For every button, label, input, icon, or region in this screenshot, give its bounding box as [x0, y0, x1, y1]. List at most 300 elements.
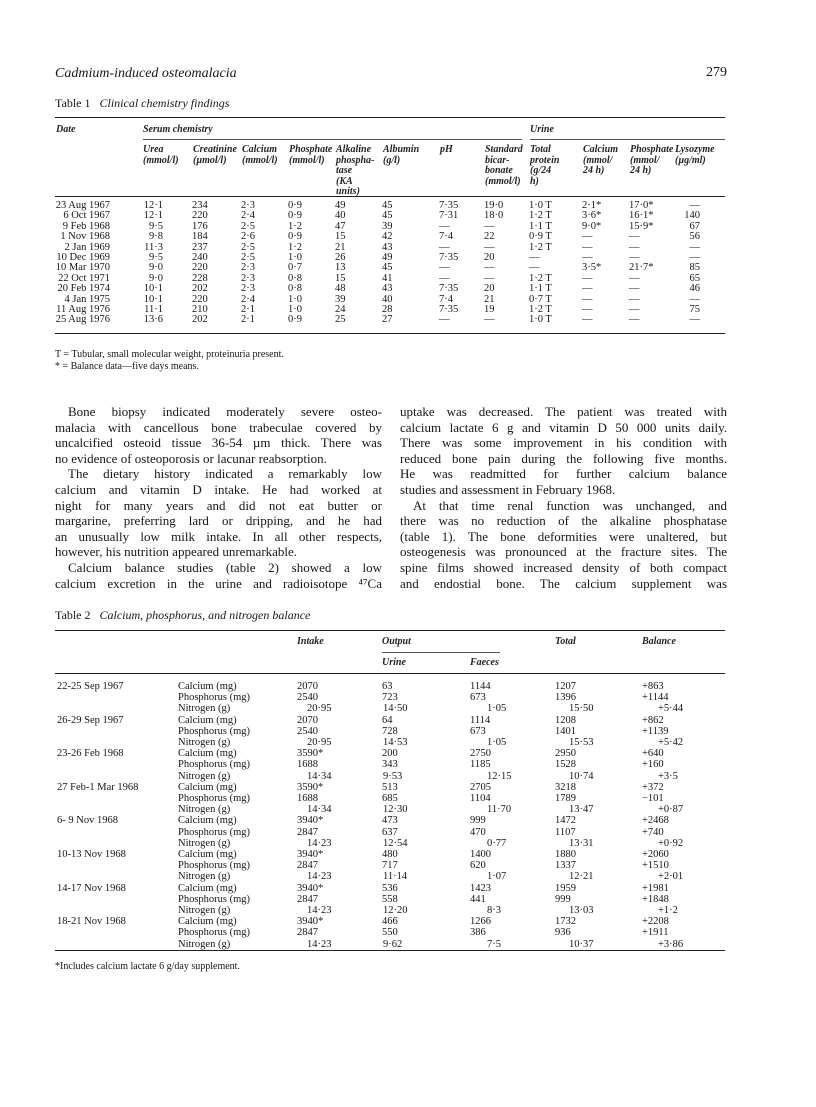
nutrient-label: Phosphorus (mg)	[178, 759, 251, 771]
period-date: 23-26 Feb 1968	[57, 748, 124, 760]
table1-cell: —	[484, 220, 495, 232]
table2-cell: 2540	[297, 692, 318, 704]
table1-cell: 40	[382, 293, 393, 305]
table2-cell: 3590*	[297, 781, 324, 793]
table1-caption	[55, 96, 229, 111]
table2-row	[55, 939, 725, 950]
table1-cell: 2·1	[241, 304, 255, 316]
table1-cell: 67	[689, 220, 700, 232]
table2-cell: 12·21	[569, 871, 594, 883]
table1-column-header: pH	[440, 144, 453, 155]
table1-cell: 12·1	[143, 210, 163, 222]
table2-cell: +863	[642, 681, 664, 692]
table1-cell: 43	[382, 241, 393, 253]
row-date: 20 Feb 1974	[57, 283, 110, 295]
table1-cell: 1·0 T	[529, 200, 552, 211]
nutrient-label: Nitrogen (g)	[178, 837, 231, 849]
body-text-line: He was readmitted for further calcium balance	[400, 466, 727, 482]
table1-cell: —	[484, 262, 495, 274]
period-date-empty	[55, 726, 178, 737]
nutrient-label: Nitrogen (g)	[178, 871, 231, 883]
nutrient-label: Phosphorus (mg)	[178, 860, 251, 872]
table1-cell: —	[629, 283, 640, 295]
table1-cell: 39	[382, 220, 393, 232]
table2-cell: 9·53	[383, 770, 403, 782]
table2-cell: 536	[382, 882, 398, 894]
table1-top-rule	[55, 117, 725, 118]
table2-cell: 0·77	[487, 837, 507, 849]
table2-row	[55, 759, 725, 770]
table2-header-rule	[55, 673, 725, 674]
table1-cell: 7·35	[439, 283, 459, 295]
table2-cell: 3590*	[297, 748, 324, 760]
table2-cell: +1848	[642, 893, 669, 905]
table1-cell: 27	[382, 314, 393, 326]
table1-cell: 21·7*	[629, 262, 654, 274]
table2-cell: 2847	[297, 927, 318, 939]
table2-cell: 480	[382, 849, 398, 861]
nutrient-label: Calcium (mg)	[178, 748, 237, 760]
table1-cell: 176	[192, 220, 208, 232]
table1-cell: 210	[192, 304, 208, 316]
period-date: 10-13 Nov 1968	[57, 849, 126, 861]
body-column-left	[55, 404, 382, 591]
table2-cell: 1·05	[487, 703, 507, 715]
table1-cell: 75	[689, 304, 700, 316]
table1-cell: 42	[382, 231, 393, 243]
table2-cell: 2070	[297, 714, 318, 726]
row-date: 2 Jan 1969	[64, 241, 110, 253]
table1-cell: —	[439, 220, 450, 232]
table2-title: Calcium, phosphorus, and nitrogen balance	[99, 608, 311, 622]
table2-cell: +372	[642, 781, 664, 793]
table2-cell: 12·20	[383, 905, 408, 917]
table1-cell: 2·5	[241, 252, 255, 264]
table1-cell: —	[629, 304, 640, 316]
table2-cell: 14·50	[383, 703, 408, 715]
body-text-line: night for many years and did not eat butter or	[55, 497, 382, 513]
row-date: 11 Aug 1976	[56, 304, 110, 316]
table2-cell: 1400	[470, 849, 491, 861]
table2-cell: 10·74	[569, 770, 594, 782]
table1-cell: 65	[689, 272, 700, 284]
table2-cell: 1208	[555, 714, 576, 726]
table1-column-header: Calcium (mmol/ 24 h)	[583, 144, 619, 176]
table1-cell: 2·1*	[582, 200, 602, 211]
table2-cell: 1337	[555, 860, 576, 872]
table1-cell: —	[582, 293, 593, 305]
period-date-empty	[55, 771, 178, 782]
table1-cell: 9·0*	[582, 220, 602, 232]
table1-cell: 7·31	[439, 210, 459, 222]
nutrient-label: Calcium (mg)	[178, 681, 237, 692]
table2-cell: 1207	[555, 681, 576, 692]
table1-cell: 0·9	[288, 200, 302, 211]
body-text-line: uptake was decreased. The patient was treated with	[400, 404, 727, 419]
table1-cell: 2·3	[241, 283, 255, 295]
table1-cell: 18·0	[484, 210, 504, 222]
table1-column-header: Creatinine (µmol/l)	[193, 144, 237, 166]
table1-cell: —	[629, 252, 640, 264]
table2-cell: 1266	[470, 916, 491, 928]
table1-column-header: Standard bicar- bonate (mmol/l)	[485, 144, 523, 187]
table1-cell: 7·35	[439, 252, 459, 264]
table2-row	[55, 905, 725, 916]
table1-cell: —	[689, 314, 700, 326]
table1-cell: 26	[335, 252, 346, 264]
body-text-line: no evidence of osteoporosis or lacunar reabsorption.	[55, 450, 327, 466]
table1-cell: 49	[335, 200, 346, 211]
table2-header-total: Total	[555, 636, 576, 647]
table1-cell: —	[484, 272, 495, 284]
table1-cell: 9·5	[149, 252, 163, 264]
table1-cell: 0·8	[288, 272, 302, 284]
table2-cell: 63	[382, 681, 393, 692]
table2-cell: 1396	[555, 692, 576, 704]
body-text-line: there was no reduction of the alkaline phosphatase	[400, 513, 727, 529]
table1-cell: —	[484, 241, 495, 253]
table1-cell: 2·4	[241, 210, 255, 222]
period-date-empty	[55, 827, 178, 838]
table1-cell: 1·2	[288, 241, 302, 253]
table2-cell: 14·34	[307, 804, 332, 816]
table2-cell: 14·23	[307, 837, 332, 849]
body-text-line: spine films showed increased density of both compact	[400, 559, 727, 575]
body-text-line: The dietary history indicated a remarkably low	[68, 466, 382, 482]
table1-cell: 45	[382, 200, 393, 211]
row-date: 10 Dec 1969	[56, 252, 110, 264]
table2-cell: +640	[642, 748, 664, 760]
body-text-line: (table 1). The bone deformities were unaltered, but	[400, 528, 727, 544]
table1-cell: 220	[192, 262, 208, 274]
table1-cell: 1·1 T	[529, 283, 552, 295]
serum-group-underline	[143, 139, 522, 140]
table1-header-rule	[55, 196, 725, 197]
table2-cell: 3940*	[297, 849, 324, 861]
table2-cell: 1·07	[487, 871, 507, 883]
nutrient-label: Nitrogen (g)	[178, 770, 231, 782]
table1-cell: 12·1	[143, 200, 163, 211]
table2-cell: 200	[382, 748, 398, 760]
nutrient-label: Calcium (mg)	[178, 714, 237, 726]
nutrient-label: Phosphorus (mg)	[178, 793, 251, 805]
table2-cell: 13·47	[569, 804, 594, 816]
table2-cell: +5·42	[658, 737, 684, 749]
table1-cell: 7·35	[439, 304, 459, 316]
table1-cell: 237	[192, 241, 208, 253]
table2-row	[55, 894, 725, 905]
body-text-line: however, his nutrition appeared unremarkable.	[55, 544, 298, 560]
table2-cell: +1144	[642, 692, 669, 704]
table2-row	[55, 838, 725, 849]
table1-cell: 2·5	[241, 241, 255, 253]
table2-row	[55, 815, 725, 826]
table2-row	[55, 883, 725, 894]
table1-cell: 2·5	[241, 220, 255, 232]
period-date-empty	[55, 703, 178, 714]
table1-cell: 228	[192, 272, 208, 284]
table2-caption	[55, 608, 310, 623]
table1-cell: 220	[192, 293, 208, 305]
table1-cell: 13	[335, 262, 346, 274]
table1-cell: 21	[335, 241, 346, 253]
table1-cell: 7·35	[439, 200, 459, 211]
table1-label: Table 1	[55, 96, 91, 110]
table2-cell: +2208	[642, 916, 669, 928]
table1-cell: —	[582, 231, 593, 243]
table1-cell: 1·0	[288, 252, 302, 264]
table2-footnote: *Includes calcium lactate 6 g/day supplement.	[55, 961, 240, 972]
period-date-empty	[55, 871, 178, 882]
table1-cell: 7·4	[439, 231, 453, 243]
table1-column-header: Phosphate (mmol/ 24 h)	[630, 144, 674, 176]
body-text-line: Calcium balance studies (table 2) showed a low	[68, 559, 382, 575]
table2-cell: 11·70	[487, 804, 512, 816]
table1-cell: —	[439, 272, 450, 284]
table2-cell: +1·2	[658, 905, 678, 917]
period-date: 22-25 Sep 1967	[57, 681, 124, 692]
table1-cell: 2·4	[241, 293, 255, 305]
table2-top-rule	[55, 630, 725, 631]
table2-cell: +2060	[642, 849, 669, 861]
table2-cell: 12·54	[383, 837, 408, 849]
table2-row	[55, 804, 725, 815]
body-column-right	[400, 404, 727, 591]
period-date-empty	[55, 927, 178, 938]
table2-body	[55, 681, 725, 950]
table1-cell: —	[629, 314, 640, 326]
table2-cell: 685	[382, 793, 398, 805]
table1-column-header: Alkaline phospha- tase (KA units)	[336, 144, 375, 197]
table2-cell: +1510	[642, 860, 669, 872]
nutrient-label: Phosphorus (mg)	[178, 826, 251, 838]
table1-title: Clinical chemistry findings	[99, 96, 230, 110]
table1-column-header: Phosphate (mmol/l)	[289, 144, 333, 166]
table1-cell: 1·2 T	[529, 272, 552, 284]
table1-cell: —	[689, 241, 700, 253]
table2-cell: 673	[470, 692, 486, 704]
table2-cell: 1688	[297, 759, 318, 771]
table1-cell: —	[629, 272, 640, 284]
table1-cell: 0·9 T	[529, 231, 552, 243]
table2-cell: 550	[382, 927, 398, 939]
table1-column-header: Urea (mmol/l)	[143, 144, 179, 166]
table2-cell: 2070	[297, 681, 318, 692]
table1-cell: 19·0	[484, 200, 504, 211]
body-text-line: At that time renal function was unchanged, and	[413, 497, 727, 513]
table1-cell: —	[629, 231, 640, 243]
table2-cell: 3940*	[297, 916, 324, 928]
period-date-empty	[55, 759, 178, 770]
table2-cell: 1732	[555, 916, 576, 928]
table1-cell: 11·3	[144, 241, 163, 253]
table1-cell: 0·9	[288, 314, 302, 326]
table1-cell: 15·9*	[629, 220, 654, 232]
nutrient-label: Phosphorus (mg)	[178, 692, 251, 704]
nutrient-label: Nitrogen (g)	[178, 703, 231, 715]
table2-cell: 999	[555, 893, 571, 905]
table2-cell: 2705	[470, 781, 491, 793]
table2-cell: 2847	[297, 826, 318, 838]
table1-cell: 0·8	[288, 283, 302, 295]
table1-cell: 1·2	[288, 220, 302, 232]
period-date-empty	[55, 793, 178, 804]
table1-cell: 1·2 T	[529, 241, 552, 253]
table2-cell: 14·23	[307, 938, 332, 950]
urine-group-underline	[530, 139, 725, 140]
table1-column-header: Albumin (g/l)	[383, 144, 420, 166]
table2-cell: 12·30	[383, 804, 408, 816]
table2-cell: 14·23	[307, 871, 332, 883]
table2-cell: 13·31	[569, 837, 594, 849]
table2-row	[55, 771, 725, 782]
table2-cell: 7·5	[487, 938, 501, 950]
table1-cell: 202	[192, 314, 208, 326]
body-text-line: margarine, preferring lard or dripping, and he had	[55, 513, 382, 529]
table2-cell: +160	[642, 759, 664, 771]
table2-row	[55, 692, 725, 703]
nutrient-label: Calcium (mg)	[178, 916, 237, 928]
table1-cell: 1·2 T	[529, 210, 552, 222]
table1-cell: 24	[335, 304, 346, 316]
table2-cell: +0·92	[658, 837, 684, 849]
table2-cell: −101	[642, 793, 664, 805]
table2-cell: 637	[382, 826, 398, 838]
table1-cell: 7·4	[439, 293, 453, 305]
table1-cell: —	[529, 262, 540, 274]
table1-cell: 220	[192, 210, 208, 222]
output-group-underline	[382, 652, 500, 653]
table2-row	[55, 737, 725, 748]
table1-cell: 15	[335, 272, 346, 284]
table1-header-date: Date	[56, 124, 76, 135]
period-date: 6- 9 Nov 1968	[57, 815, 118, 827]
table1-cell: 49	[382, 252, 393, 264]
table2-cell: 673	[470, 725, 486, 737]
table2-cell: 466	[382, 916, 398, 928]
table2-cell: 20·95	[307, 703, 332, 715]
row-date: 25 Aug 1976	[55, 314, 110, 326]
table1-cell: 48	[335, 283, 346, 295]
nutrient-label: Calcium (mg)	[178, 815, 237, 827]
table2-cell: 441	[470, 893, 486, 905]
body-text-line: Bone biopsy indicated moderately severe osteo-	[68, 404, 382, 419]
body-text-line: studies and assessment in February 1968.	[400, 481, 616, 497]
table2-cell: 9·62	[383, 938, 403, 950]
table2-cell: 723	[382, 692, 398, 704]
table2-row	[55, 927, 725, 938]
table2-cell: 1959	[555, 882, 576, 894]
table1-cell: —	[582, 272, 593, 284]
table2-cell: 1789	[555, 793, 576, 805]
table1-cell: 39	[335, 293, 346, 305]
table1-cell: 46	[689, 283, 700, 295]
table1-cell: 1·2 T	[529, 304, 552, 316]
table2-label: Table 2	[55, 608, 91, 622]
table1-bottom-rule	[55, 333, 725, 334]
table2-row	[55, 860, 725, 871]
table2-cell: 1472	[555, 815, 576, 827]
period-date-empty	[55, 905, 178, 916]
table2-cell: 3940*	[297, 882, 324, 894]
table1-cell: 3·5*	[582, 262, 602, 274]
table2-row	[55, 827, 725, 838]
table2-cell: 1688	[297, 793, 318, 805]
table1-group-serum: Serum chemistry	[143, 124, 213, 135]
table1-cell: —	[582, 241, 593, 253]
table2-cell: 936	[555, 927, 571, 939]
table2-cell: 3940*	[297, 815, 324, 827]
table2-header-balance: Balance	[642, 636, 676, 647]
table1-cell: 2·3	[241, 272, 255, 284]
period-date-empty	[55, 894, 178, 905]
table2-cell: +1139	[642, 725, 669, 737]
table2-bottom-rule	[55, 950, 725, 951]
body-text-line: uncalcified osteoid tissue 36-54 µm thick. There was	[55, 435, 382, 451]
table2-cell: 1107	[555, 826, 576, 838]
table2-cell: 14·34	[307, 770, 332, 782]
table2-cell: 1880	[555, 849, 576, 861]
table1-cell: 9·0	[149, 272, 163, 284]
table2-header-intake: Intake	[297, 636, 324, 647]
body-text-line: calcium lactate 6 g and vitamin D 50 000 units daily.	[400, 419, 727, 435]
nutrient-label: Phosphorus (mg)	[178, 725, 251, 737]
table2-cell: +3·5	[658, 770, 678, 782]
table2-cell: 717	[382, 860, 398, 872]
nutrient-label: Nitrogen (g)	[178, 737, 231, 749]
table2-row	[55, 726, 725, 737]
table1-cell: 240	[192, 252, 208, 264]
table1-cell: —	[439, 241, 450, 253]
table1-column-header: Total protein (g/24 h)	[530, 144, 560, 187]
table2-cell: 1528	[555, 759, 576, 771]
table1-cell: —	[529, 252, 540, 264]
nutrient-label: Nitrogen (g)	[178, 804, 231, 816]
table2-row	[55, 703, 725, 714]
table2-cell: 620	[470, 860, 486, 872]
nutrient-label: Phosphorus (mg)	[178, 893, 251, 905]
table2-cell: 15·50	[569, 703, 594, 715]
table2-row	[55, 681, 725, 692]
table1-cell: 20	[484, 252, 495, 264]
table2-cell: 3218	[555, 781, 576, 793]
table1-cell: 9·8	[149, 231, 163, 243]
table2-cell: +862	[642, 714, 664, 726]
table2-cell: +1981	[642, 882, 669, 894]
table1-cell: 1·1 T	[529, 220, 552, 232]
row-date: 22 Oct 1971	[58, 272, 110, 284]
table1-cell: —	[582, 252, 593, 264]
running-head: Cadmium-induced osteomalacia	[55, 66, 237, 81]
table1-cell: 234	[192, 200, 208, 211]
nutrient-label: Nitrogen (g)	[178, 905, 231, 917]
table1-cell: 40	[335, 210, 346, 222]
table1-cell: 43	[382, 283, 393, 295]
table1-cell: —	[582, 304, 593, 316]
row-date: 10 Mar 1970	[55, 262, 110, 274]
table2-row	[55, 871, 725, 882]
table1-cell: 2·3	[241, 262, 255, 274]
table1-cell: 2·6	[241, 231, 255, 243]
table1-cell: —	[484, 314, 495, 326]
table2-cell: 1423	[470, 882, 491, 894]
table2-row	[55, 782, 725, 793]
table2-cell: 513	[382, 781, 398, 793]
table2-cell: 15·53	[569, 737, 594, 749]
table2-cell: +0·87	[658, 804, 684, 816]
table1-cell: 184	[192, 231, 208, 243]
table1-cell: 2·3	[241, 200, 255, 211]
